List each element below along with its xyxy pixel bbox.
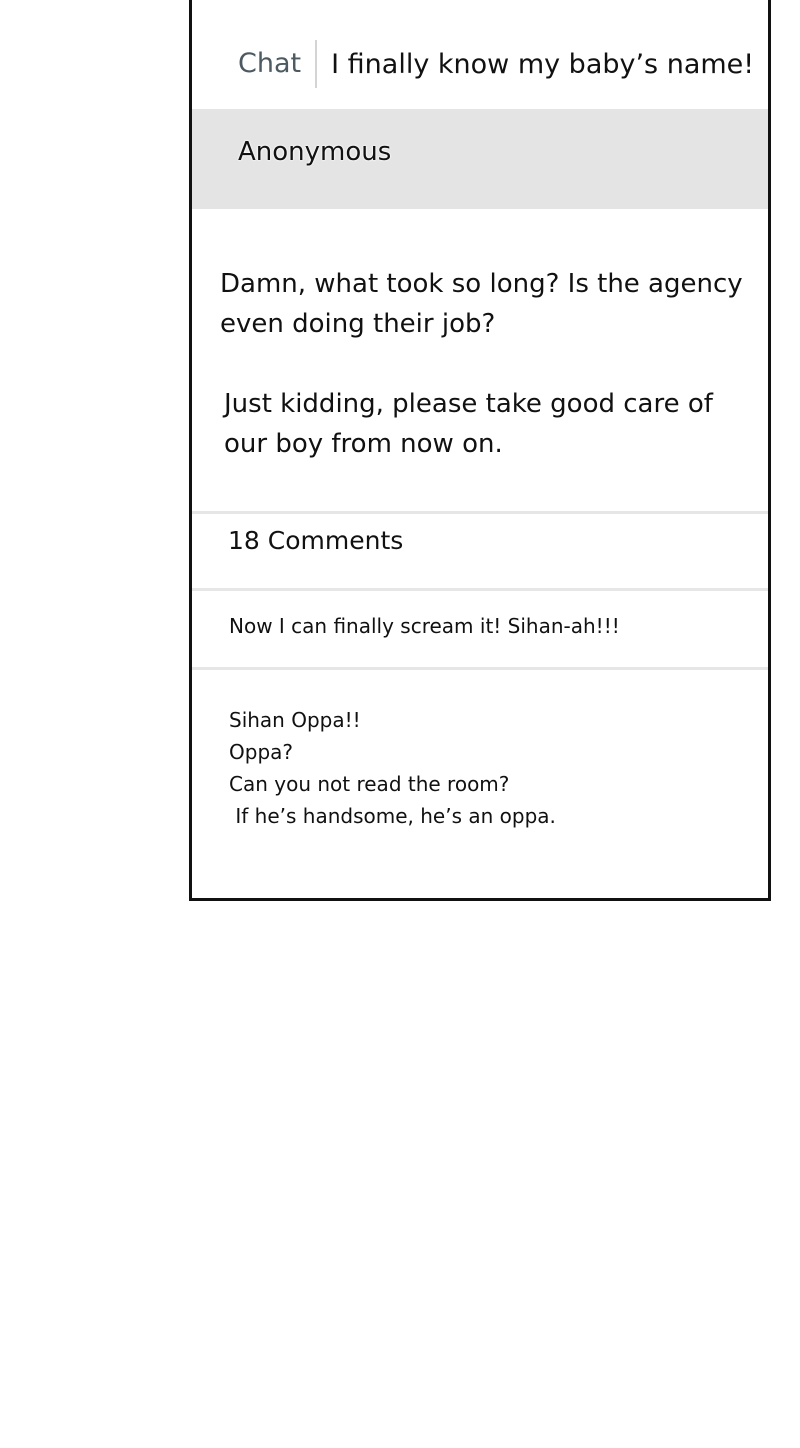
comments-count[interactable]: 18 Comments xyxy=(228,526,404,555)
author-name: Anonymous xyxy=(238,137,392,167)
board-tag[interactable]: Chat xyxy=(238,40,317,88)
post-title: I finally know my baby’s name! xyxy=(331,48,755,80)
comment-item[interactable] xyxy=(229,704,749,832)
author-bar xyxy=(192,109,768,209)
comment-line: Sihan Oppa!! xyxy=(229,708,361,732)
post-paragraph: Damn, what took so long? Is the agency even doing their job? xyxy=(220,269,743,339)
divider xyxy=(192,511,768,514)
post-paragraph: Just kidding, please take good care of our boy from now on. xyxy=(224,389,713,459)
comment-item[interactable] xyxy=(229,610,749,642)
comment-line: Now I can finally scream it! Sihan-ah!!! xyxy=(229,614,620,638)
comment-line: Oppa? xyxy=(229,740,294,764)
phone-screen xyxy=(189,0,771,901)
divider xyxy=(192,588,768,591)
post-body xyxy=(220,264,750,464)
comment-line: Can you not read the room? xyxy=(229,772,510,796)
divider xyxy=(192,667,768,670)
comment-line: If he’s handsome, he’s an oppa. xyxy=(229,804,556,828)
post-header xyxy=(192,36,768,92)
